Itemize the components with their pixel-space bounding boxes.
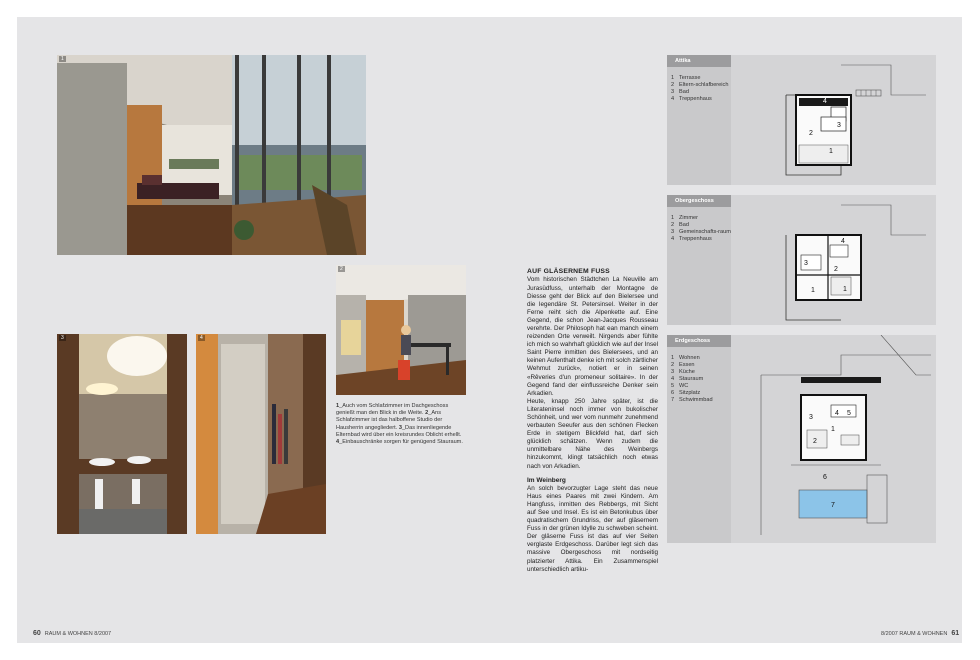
legend-item: 1 Zimmer xyxy=(671,215,698,221)
photo-number: 1 xyxy=(61,56,64,62)
bathroom-illustration xyxy=(57,334,187,534)
legend-item: 1 Wohnen xyxy=(671,355,700,361)
studio-illustration xyxy=(336,265,466,395)
floorplan-drawing xyxy=(731,55,936,185)
room-label: 1 xyxy=(829,148,833,155)
photo-wardrobe xyxy=(196,334,326,534)
room-label: 1 xyxy=(843,286,847,293)
room-label: 2 xyxy=(813,438,817,445)
legend-item: 4 Treppenhaus xyxy=(671,236,712,242)
room-label: 4 xyxy=(841,238,845,245)
page-number: 61 xyxy=(951,630,960,637)
room-label: 1 xyxy=(831,426,835,433)
article-paragraph: An solch bevorzugter Lage steht das neue Haus eines Paares mit zwei Kindern. Am Hangfuss, inmitten des Rebbergs, mit Sicht auf See und Insel. Es ist ein Betonkubus über quadratischem Grundriss, der auf gläsernem Fuss in der grünen Idylle zu schweben scheint. Der gläserne Fuss ist das auf vier Seiten verglaste Erdgeschoss. Darüber legt sich das massive Obergeschoss mit nordseitig platzierter Attika. Ein Zusammenspiel unterschiedlich artiku- xyxy=(527,484,658,573)
legend-item: 3 Küche xyxy=(671,369,695,375)
caption-number: 1 xyxy=(336,403,340,409)
room-label: 3 xyxy=(837,122,841,129)
magazine-spread xyxy=(17,17,962,643)
floorplan-attika xyxy=(667,55,936,185)
floorplan-attika-svg xyxy=(731,55,936,185)
folio-right xyxy=(881,630,959,637)
photo-number: 4 xyxy=(200,335,203,341)
floorplan-legend xyxy=(671,215,731,243)
article-heading: AUF GLÄSERNEM FUSS xyxy=(527,268,610,275)
room-label: 7 xyxy=(831,502,835,509)
room-label: 2 xyxy=(834,266,838,273)
photo-studio xyxy=(336,265,466,395)
caption-text: _Das innenliegende Elternbad wird über ein kreisrundes Oblicht erhellt. xyxy=(336,424,462,438)
photo-bathroom xyxy=(57,334,187,534)
room-label: 4 xyxy=(835,410,839,417)
legend-item: 1 Terrasse xyxy=(671,75,701,81)
room-label: 2 xyxy=(809,130,813,137)
wardrobe-illustration xyxy=(196,334,326,534)
room-label: 4 xyxy=(823,98,827,105)
room-label: 1 xyxy=(811,287,815,294)
legend-item: 6 Sitzplatz xyxy=(671,390,701,396)
legend-item: 7 Schwimmbad xyxy=(671,397,713,403)
caption-number: 4 xyxy=(336,439,340,446)
caption-text: _Ans Schlafzimmer ist das halboffene Studio der Hausherrin angegliedert. xyxy=(336,410,443,431)
legend-item: 2 Bad xyxy=(671,222,689,228)
legend-item: 5 WC xyxy=(671,383,689,389)
folio-left xyxy=(33,630,111,637)
floorplan-title: Erdgeschoss xyxy=(667,335,739,347)
legend-item: 4 Treppenhaus xyxy=(671,96,712,102)
caption-number: 2 xyxy=(425,410,429,417)
room-label: 5 xyxy=(847,410,851,417)
legend-item: 4 Stauraum xyxy=(671,376,704,382)
publication-info: 8/2007 RAUM & WOHNEN xyxy=(881,631,948,637)
room-label: 3 xyxy=(809,414,813,421)
floorplan-title: Attika xyxy=(667,55,739,67)
publication-info: RAUM & WOHNEN 8/2007 xyxy=(44,631,112,637)
article-paragraph: Heute, knapp 250 Jahre später, ist die Literateninsel noch immer von bukolischer Schönheit, und wer vom nunmehr zunehmend verbauten Seeufer aus den schönen Flecken Erde in stetigem Blickfeld hat, darf sich glücklich schätzen. Wenn zudem die unmittelbare Nähe des Weinbergs hinzukommt, klingt tatsächlich noch etwas nach von Arkadien. xyxy=(527,397,658,470)
article-paragraph: Vom historischen Städtchen La Neuville am Jurasüdfuss, unterhalb der Montagne de Diesse geht der Blick auf den Bielersee und die legendäre St. Petersinsel. Weiter in der Ferne reiht sich die Alpenkette auf. Eine Gegend, die schon Jean-Jacques Rousseau verehrte. Der Philosoph hat ean manch einem reizenden Orte verweilt. Nirgends aber fühlte ich mich so wahrhaft glücklich wie auf der Insel Saint Pierre inmitten des Bielersees, und an keinen Aufenthalt denke ich mit solch zärtlicher Wehmut zurück», notiert er in seinen «Rêveries d'un promeneur solitaire». In der Gegend fand der einflussreiche Denker sein Arkadien. xyxy=(527,276,658,397)
caption-text: _Auch vom Schlafzimmer im Dachgeschoss genießt man den Blick in die Weite. xyxy=(336,403,449,417)
legend-item: 3 Bad xyxy=(671,89,689,95)
legend-item: 2 Essen xyxy=(671,362,695,368)
floorplan-legend xyxy=(671,355,731,404)
photo-number: 3 xyxy=(61,335,64,341)
bedroom-illustration xyxy=(57,55,366,255)
article-subheading: Im Weinberg xyxy=(527,476,566,484)
page-number: 60 xyxy=(33,630,41,637)
photo-bedroom xyxy=(57,55,366,255)
floorplan-erdgeschoss-svg xyxy=(731,335,936,543)
floorplan-legend xyxy=(671,75,731,103)
floorplan-obergeschoss-svg xyxy=(731,195,936,325)
article-column xyxy=(527,268,658,574)
floorplan-erdgeschoss xyxy=(667,335,936,543)
floorplan-title: Obergeschoss xyxy=(667,195,739,207)
caption-number: 3 xyxy=(398,424,402,431)
photo-number: 2 xyxy=(340,266,343,272)
floorplan-drawing xyxy=(731,195,936,325)
photo-caption xyxy=(336,403,466,446)
legend-item: 3 Gemeinschafts-raum xyxy=(671,229,731,235)
room-label: 6 xyxy=(823,474,827,481)
room-label: 3 xyxy=(804,260,808,267)
floorplan-obergeschoss xyxy=(667,195,936,325)
floorplan-drawing xyxy=(731,335,936,543)
caption-text: _Einbauschränke sorgen für genügend Stauraum. xyxy=(339,439,463,446)
legend-item: 2 Eltern-schlafbereich xyxy=(671,82,729,88)
